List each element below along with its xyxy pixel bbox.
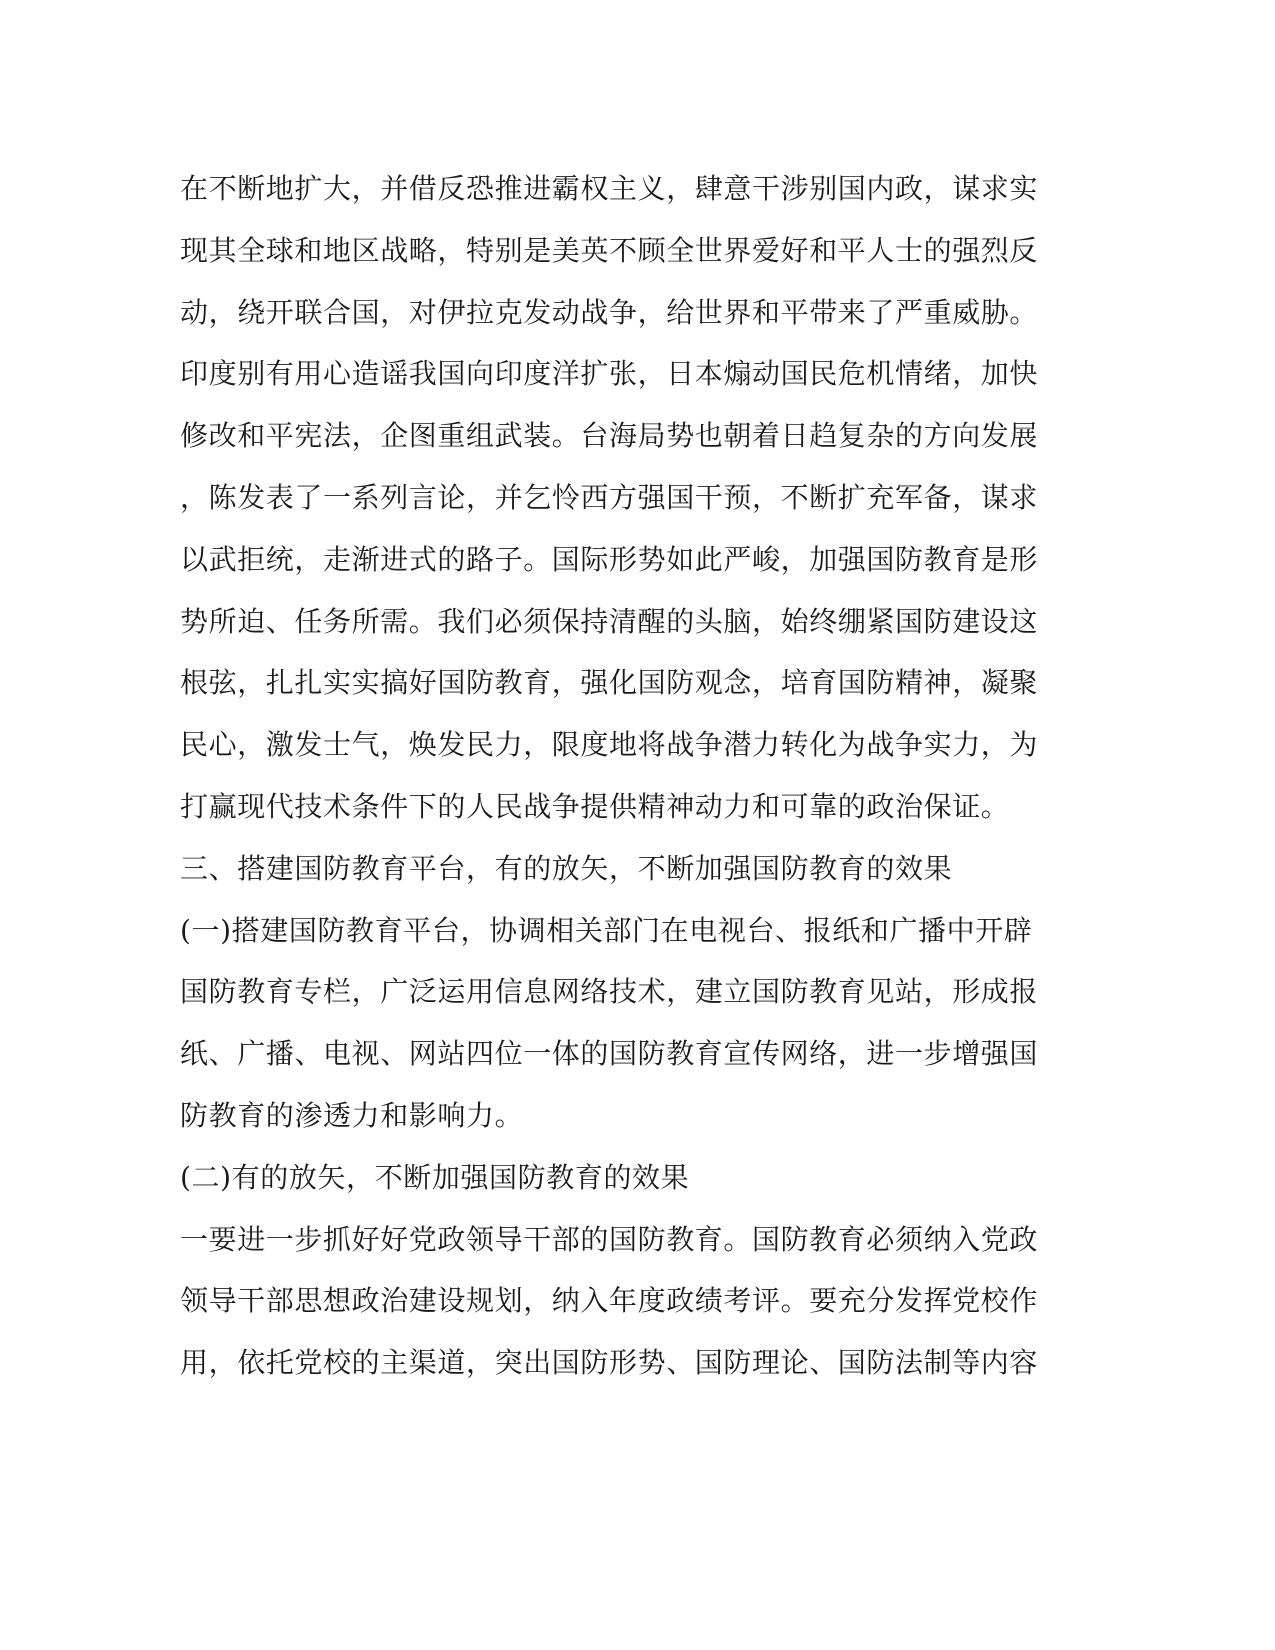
subsection-heading: (一)搭建国防教育平台，协调相关部门在电视台、报纸和广播中开辟 — [180, 913, 1033, 947]
text-line: 国防教育专栏，广泛运用信息网络技术，建立国防教育见站，形成报 — [180, 975, 1039, 1009]
section-heading: 三、搭建国防教育平台，有的放矢，不断加强国防教育的效果 — [180, 851, 953, 885]
text-line: 用，依托党校的主渠道，突出国防形势、国防理论、国防法制等内容 — [180, 1346, 1039, 1380]
text-line: 印度别有用心造谣我国向印度洋扩张，日本煽动国民危机情绪，加快 — [180, 357, 1039, 391]
text-line: 根弦，扎扎实实搞好国防教育，强化国防观念，培育国防精神，凝聚 — [180, 666, 1039, 700]
text-line: 一要进一步抓好好党政领导干部的国防教育。国防教育必须纳入党政 — [180, 1222, 1039, 1256]
text-line: 打赢现代技术条件下的人民战争提供精神动力和可靠的政治保证。 — [180, 789, 1010, 823]
text-line: 动，绕开联合国，对伊拉克发动战争，给世界和平带来了严重威胁。 — [180, 295, 1039, 329]
text-line: 民心，激发士气，焕发民力，限度地将战争潜力转化为战争实力，为 — [180, 728, 1039, 762]
subsection-heading: (二)有的放矢，不断加强国防教育的效果 — [180, 1160, 690, 1194]
text-line: 以武拒统，走渐进式的路子。国际形势如此严峻，加强国防教育是形 — [180, 542, 1039, 576]
text-line: 领导干部思想政治建设规划，纳入年度政绩考评。要充分发挥党校作 — [180, 1284, 1039, 1318]
text-line: 势所迫、任务所需。我们必须保持清醒的头脑，始终绷紧国防建设这 — [180, 604, 1039, 638]
text-line: 防教育的渗透力和影响力。 — [180, 1098, 524, 1132]
body-text — [180, 158, 1040, 1394]
text-line: 纸、广播、电视、网站四位一体的国防教育宣传网络，进一步增强国 — [180, 1037, 1039, 1071]
text-line: 现其全球和地区战略，特别是美英不顾全世界爱好和平人士的强烈反 — [180, 233, 1039, 267]
text-line: 修改和平宪法，企图重组武装。台海局势也朝着日趋复杂的方向发展 — [180, 419, 1039, 453]
text-line: 在不断地扩大，并借反恐推进霸权主义，肆意干涉别国内政，谋求实 — [180, 172, 1039, 205]
text-line: ，陈发表了一系列言论，并乞怜西方强国干预，不断扩充军备，谋求 — [180, 480, 1039, 514]
